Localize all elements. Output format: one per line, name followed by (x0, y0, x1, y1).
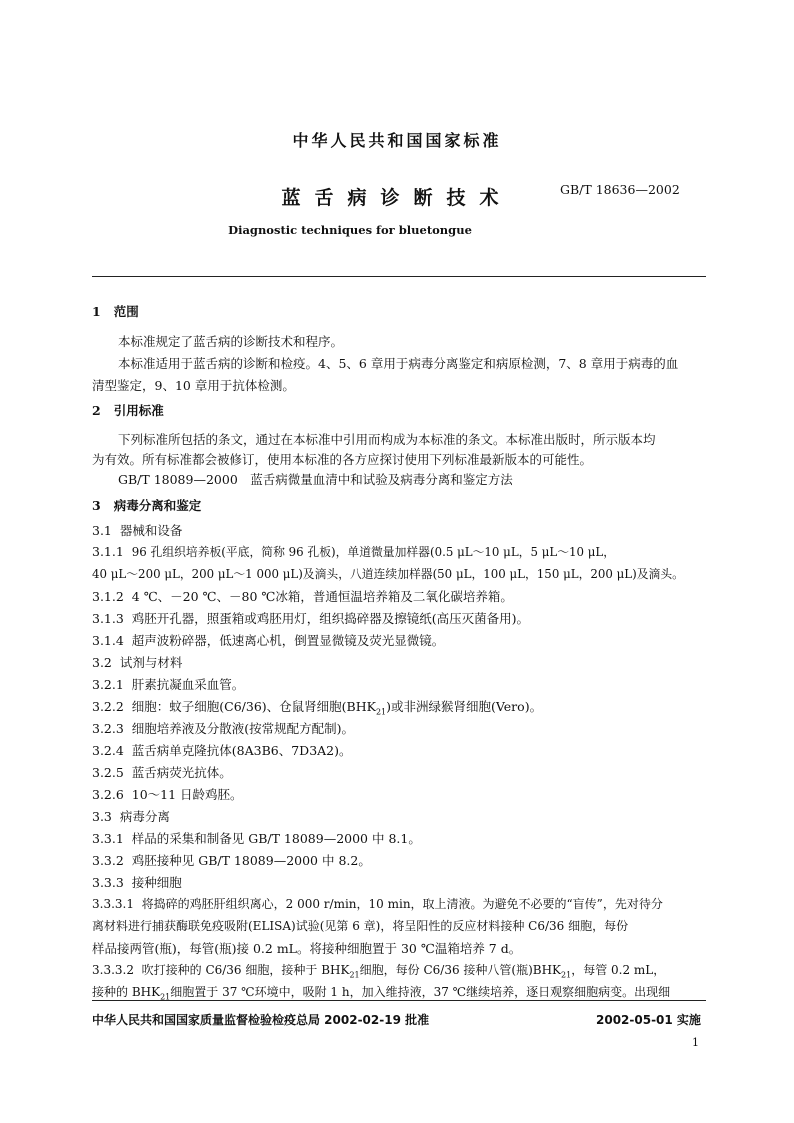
clause-3-2 (92, 653, 182, 671)
clause-3-3-2 (92, 851, 371, 869)
clause-text: 96 孔组织培养板(平底，简称 96 孔板)，单道微量加样器(0.5 μL～10 μL，5 μL～10 μL， (131, 545, 616, 559)
normative-reference: GB/T 18089—2000 蓝舌病微量血清中和试验及病毒分离和鉴定方法 (118, 472, 513, 487)
section-2-paragraph-line-1: 下列标准所包括的条文，通过在本标准中引用而构成为本标准的条文。本标准出版时，所示版本均 (118, 432, 656, 447)
clause-number: 3.3.3.1 (92, 897, 134, 911)
clause-number: 3.1.4 (92, 633, 124, 648)
clause-3-3-1 (92, 829, 421, 847)
clause-3-3 (92, 807, 170, 825)
clause-3-2-6 (92, 785, 243, 803)
clause-number: 3.3.1 (92, 831, 124, 846)
clause-number: 3.3.3.2 (92, 963, 134, 977)
section-2-number: 2 (92, 403, 101, 418)
clause-number: 3.1.1 (92, 544, 124, 559)
clause-number: 3.2.1 (92, 677, 124, 692)
clause-3-1-1-line-1 (92, 543, 615, 560)
clause-number: 3.2.2 (92, 699, 124, 714)
section-1-title: 范围 (113, 304, 139, 319)
subscript: 21 (160, 992, 171, 1002)
clause-number: 3.2.3 (92, 721, 124, 736)
clause-3-3-3-1-line-3: 样品接两管(瓶)，每管(瓶)接 0.2 mL。将接种细胞置于 30 ℃温箱培养 7 d。 (92, 941, 522, 956)
clause-number: 3.1 (92, 523, 112, 538)
clause-text: 蓝舌病荧光抗体。 (131, 765, 232, 780)
clause-text: 超声波粉碎器，低速离心机，倒置显微镜及荧光显微镜。 (131, 633, 445, 648)
clause-number: 3.2 (92, 655, 112, 670)
approval-line: 中华人民共和国国家质量监督检验检疫总局 2002-02-19 批准 (92, 1013, 430, 1027)
clause-3-3-3 (92, 873, 182, 891)
clause-text-mid: 细胞，每份 C6/36 接种八管(瓶)BHK (359, 963, 562, 977)
section-3-title: 病毒分离和鉴定 (113, 498, 202, 513)
clause-text: 鸡胚接种见 GB/T 18089—2000 中 8.2。 (131, 853, 371, 868)
clause-text: 器械和设备 (119, 523, 183, 538)
clause-text-pre: 接种的 BHK (92, 985, 161, 999)
clause-number: 3.2.5 (92, 765, 124, 780)
clause-text: 试剂与材料 (119, 655, 183, 670)
section-1-paragraph-1: 本标准规定了蓝舌病的诊断技术和程序。 (118, 334, 344, 349)
clause-text: 蓝舌病单克隆抗体(8A3B6、7D3A2)。 (131, 743, 352, 758)
clause-text: 样品的采集和制备见 GB/T 18089—2000 中 8.1。 (131, 831, 421, 846)
document-title: 蓝舌病诊断技术 (281, 187, 513, 209)
section-2-title: 引用标准 (113, 403, 164, 418)
section-2-heading (92, 401, 164, 419)
clause-number: 3.1.3 (92, 611, 124, 626)
section-2-paragraph-line-2: 为有效。所有标准都会被修订，使用本标准的各方应探讨使用下列标准最新版本的可能性。 (92, 452, 593, 467)
page-number: 1 (692, 1036, 699, 1049)
clause-number: 3.3 (92, 809, 112, 824)
clause-text-post: 细胞置于 37 ℃环境中，吸附 1 h，加入维持液，37 ℃继续培养，逐日观察细胞病变。出现细 (170, 985, 671, 999)
section-1-paragraph-2-line-1: 本标准适用于蓝舌病的诊断和检疫。4、5、6 章用于病毒分离鉴定和病原检测，7、8 章用于病毒的血 (118, 356, 679, 371)
clause-text: 10～11 日龄鸡胚。 (131, 787, 243, 802)
clause-3-2-5 (92, 763, 232, 781)
clause-text: 病毒分离 (119, 809, 170, 824)
section-1-paragraph-2-line-2: 清型鉴定，9、10 章用于抗体检测。 (92, 378, 295, 393)
clause-number: 3.3.3 (92, 875, 124, 890)
clause-text: 肝素抗凝血采血管。 (131, 677, 245, 692)
clause-3-1-4 (92, 631, 444, 649)
clause-3-1-3 (92, 609, 529, 627)
clause-text: 细胞培养液及分散液(按常规配方配制)。 (131, 721, 355, 736)
section-3-number: 3 (92, 498, 101, 513)
clause-3-3-3-2-line-2 (92, 983, 670, 1001)
clause-3-3-3-1-line-2: 离材料进行捕获酶联免疫吸附(ELISA)试验(见第 6 章)，将呈阳性的反应材料接种 C6/36 细胞，每份 (92, 919, 629, 933)
clause-number: 3.2.6 (92, 787, 124, 802)
clause-number: 3.3.2 (92, 853, 124, 868)
clause-text-post: )或非洲绿猴肾细胞(Vero)。 (386, 699, 543, 714)
implementation-date: 2002-05-01 实施 (596, 1013, 701, 1027)
clause-3-2-4 (92, 741, 352, 759)
standard-category-heading: 中华人民共和国国家标准 (292, 131, 502, 150)
clause-text-post: ，每管 0.2 mL， (571, 963, 666, 977)
clause-number: 3.1.2 (92, 589, 124, 604)
section-1-number: 1 (92, 304, 101, 319)
header-divider (92, 276, 706, 277)
subscript: 21 (349, 970, 360, 980)
section-1-heading (92, 302, 139, 320)
clause-3-2-1 (92, 675, 244, 693)
english-title: Diagnostic techniques for bluetongue (228, 223, 472, 237)
clause-3-3-3-2-line-1 (92, 961, 665, 979)
clause-text-pre: 吹打接种的 C6/36 细胞，接种于 BHK (141, 963, 350, 977)
subscript: 21 (375, 707, 387, 717)
standard-number: GB/T 18636—2002 (560, 182, 680, 197)
clause-3-1-1-line-2: 40 μL～200 μL，200 μL～1 000 μL)及滴头，八道连续加样器(50 μL，100 μL，150 μL，200 μL)及滴头。 (92, 567, 684, 581)
clause-3-1-2 (92, 587, 513, 605)
clause-text-pre: 细胞：蚊子细胞(C6/36)、仓鼠肾细胞(BHK (131, 699, 376, 714)
clause-text: 鸡胚开孔器，照蛋箱或鸡胚用灯，组织捣碎器及擦镜纸(高压灭菌备用)。 (131, 611, 530, 626)
section-3-heading (92, 496, 201, 514)
clause-3-3-3-1-line-1 (92, 895, 663, 912)
clause-3-1 (92, 521, 182, 539)
clause-text: 将捣碎的鸡胚肝组织离心，2 000 r/min，10 min，取上清液。为避免不必要的“盲传”，先对待分 (141, 897, 663, 911)
subscript: 21 (561, 970, 572, 980)
clause-text: 4 ℃、－20 ℃、－80 ℃冰箱，普通恒温培养箱及二氧化碳培养箱。 (131, 589, 513, 604)
clause-3-2-2 (92, 697, 542, 717)
clause-text: 接种细胞 (131, 875, 182, 890)
clause-3-2-3 (92, 719, 354, 737)
clause-number: 3.2.4 (92, 743, 124, 758)
